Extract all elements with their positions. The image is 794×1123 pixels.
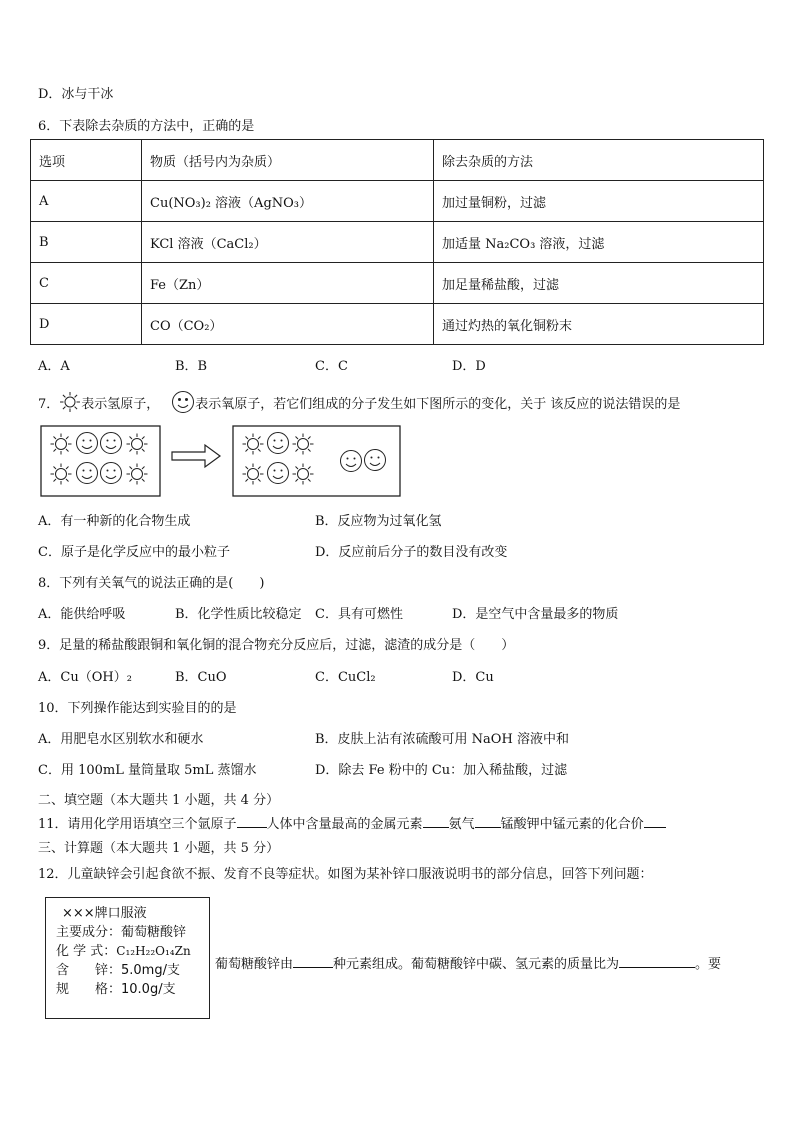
q7-option-b: B．反应物为过氧化氢 — [315, 514, 442, 529]
reaction-diagram — [0, 422, 794, 502]
label-title: ×××牌口服液 — [62, 906, 147, 921]
table-cell: Fe（Zn） — [142, 263, 434, 304]
q11-text-part: 锰酸钾中锰元素的化合价 — [500, 817, 644, 832]
q7-option-d: D．反应前后分子的数目没有改变 — [315, 545, 508, 560]
q8-option-d: D．是空气中含量最多的物质 — [452, 607, 619, 622]
q5-option-d: D．冰与干冰 — [38, 87, 114, 102]
answer-blank[interactable] — [475, 815, 501, 828]
q9-option-d: D．Cu — [452, 670, 494, 685]
label-formula-line — [56, 942, 209, 961]
q10-option-b: B．皮肤上沾有浓硫酸可用 NaOH 溶液中和 — [315, 732, 569, 747]
table-cell: A — [31, 181, 142, 222]
q8-stem: 8．下列有关氧气的说法正确的是( ) — [38, 576, 265, 591]
product-molecule-2 — [243, 463, 314, 485]
q12-text-part: 葡萄糖酸锌由 — [215, 957, 294, 972]
label-ingredient: 主要成分：葡萄糖酸锌 — [56, 925, 187, 940]
q9-option-c: C．CuCl₂ — [315, 670, 376, 685]
q9-option-b: B．CuO — [175, 670, 227, 685]
q12-text-part: 。要 — [695, 957, 722, 972]
table-cell: 加过量铜粉，过滤 — [434, 181, 764, 222]
q8-option-c: C．具有可燃性 — [315, 607, 403, 622]
table-cell: D — [31, 304, 142, 345]
q6-option-c: C．C — [315, 359, 348, 374]
table-cell: C — [31, 263, 142, 304]
label-zinc: 含 锌：5.0mg/支 — [56, 963, 180, 978]
answer-blank[interactable] — [293, 955, 333, 968]
q6-option-a: A．A — [38, 359, 70, 374]
product-molecule-3 — [341, 450, 386, 472]
q9-option-a: A．Cu（OH）₂ — [38, 670, 132, 685]
q7-option-c: C．原子是化学反应中的最小粒子 — [38, 545, 230, 560]
answer-blank[interactable] — [619, 955, 695, 968]
label-formula: C₁₂H₂₂O₁₄Zn — [116, 944, 191, 958]
hydrogen-atom-icon — [59, 391, 81, 413]
table-cell: KCl 溶液（CaCl₂） — [142, 222, 434, 263]
q7-option-a: A．有一种新的化合物生成 — [38, 514, 191, 529]
table-cell: 加足量稀盐酸，过滤 — [434, 263, 764, 304]
table-cell: CO（CO₂） — [142, 304, 434, 345]
q11-text-part: 氨气 — [448, 817, 475, 832]
table-row — [31, 304, 764, 345]
table-header-row — [31, 140, 764, 181]
q8-option-b: B．化学性质比较稳定 — [175, 607, 302, 622]
label-spec: 规 格：10.0g/支 — [56, 982, 176, 997]
table-cell: B — [31, 222, 142, 263]
section-heading-fill-in: 二、填空题（本大题共 1 小题，共 4 分） — [38, 793, 280, 808]
oxygen-atom-icon — [171, 390, 195, 414]
table-header-cell: 物质（括号内为杂质） — [142, 140, 434, 181]
q6-table — [30, 139, 764, 345]
section-heading-calculation: 三、计算题（本大题共 1 小题，共 5 分） — [38, 841, 280, 856]
q11-stem — [38, 813, 666, 832]
label-formula-key: 化 学 式： — [56, 944, 117, 959]
answer-blank[interactable] — [237, 815, 267, 828]
q12-question — [215, 953, 721, 972]
table-row — [31, 181, 764, 222]
table-header-cell: 除去杂质的方法 — [434, 140, 764, 181]
q6-stem: 6．下表除去杂质的方法中，正确的是 — [38, 119, 255, 134]
q12-stem: 12．儿童缺锌会引起食欲不振、发育不良等症状。如图为某补锌口服液说明书的部分信息，回答下列问题： — [38, 867, 653, 882]
q6-option-d: D．D — [452, 359, 486, 374]
q10-option-d: D．除去 Fe 粉中的 Cu：加入稀盐酸，过滤 — [315, 763, 568, 778]
product-label — [45, 897, 210, 1019]
table-row — [31, 222, 764, 263]
q11-text-part: 人体中含量最高的金属元素 — [266, 817, 423, 832]
q7-text1: 表示氢原子， — [81, 396, 160, 412]
q8-option-a: A．能供给呼吸 — [38, 607, 126, 622]
reactant-molecule-1 — [51, 433, 148, 455]
table-cell: Cu(NO₃)₂ 溶液（AgNO₃） — [142, 181, 434, 222]
q9-stem: 9．足量的稀盐酸跟铜和氧化铜的混合物充分反应后，过滤，滤渣的成分是（ ） — [38, 638, 515, 653]
reactants-box — [41, 426, 160, 496]
q10-option-c: C．用 100mL 量筒量取 5mL 蒸馏水 — [38, 763, 257, 778]
q12-text-part: 种元素组成。葡萄糖酸锌中碳、氢元素的质量比为 — [333, 957, 620, 972]
q11-text-part: 11．请用化学用语填空三个氩原子 — [38, 817, 237, 832]
q7-text2: 表示氧原子，若它们组成的分子发生如下图所示的变化，关于 该反应的说法错误的是 — [195, 396, 681, 412]
product-molecule-1 — [243, 433, 314, 455]
q7-stem — [38, 390, 680, 414]
table-header-cell: 选项 — [31, 140, 142, 181]
answer-blank[interactable] — [644, 815, 666, 828]
answer-blank[interactable] — [423, 815, 449, 828]
q10-stem: 10．下列操作能达到实验目的的是 — [38, 701, 237, 716]
arrow-icon — [172, 445, 220, 467]
q6-option-b: B．B — [175, 359, 208, 374]
table-row — [31, 263, 764, 304]
q7-number: 7． — [38, 396, 60, 412]
table-cell: 加适量 Na₂CO₃ 溶液，过滤 — [434, 222, 764, 263]
table-cell: 通过灼热的氧化铜粉末 — [434, 304, 764, 345]
reactant-molecule-2 — [51, 463, 148, 485]
q10-option-a: A．用肥皂水区别软水和硬水 — [38, 732, 204, 747]
